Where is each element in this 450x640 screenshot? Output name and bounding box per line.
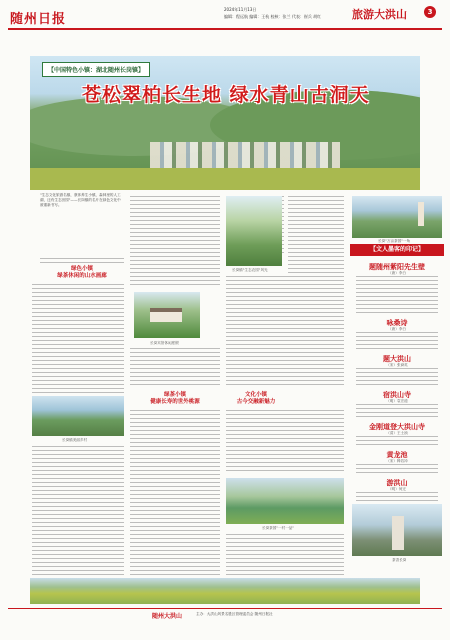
footer-rule — [8, 608, 442, 609]
poem-title: 金刚道登大洪山寺 — [369, 422, 425, 431]
poem-title: 游洪山 — [386, 478, 408, 487]
intro-quote: "生态文化旅游名镇，康体养生小镇，森林里的人工湖，还有生态田园"——长岗镇的名片在绿色文化中被重新书写。 — [40, 193, 121, 207]
poem-author: （明）袁宏道 — [386, 399, 408, 403]
body-text — [226, 410, 344, 474]
poem-text — [356, 332, 438, 352]
footer-logo: 随州大洪山 — [152, 613, 183, 620]
sidebar-header: 【文人墨客的印记】 — [350, 244, 444, 256]
body-text — [226, 276, 344, 388]
issue-date: 2024年11月13日 — [224, 7, 257, 12]
body-text — [32, 284, 124, 394]
poem-title: 题大洪山 — [383, 354, 411, 363]
poem-author: （宋）释若冲 — [386, 459, 408, 463]
stone-monument-photo — [352, 504, 442, 556]
poem-author: （唐）李白 — [388, 327, 406, 331]
poem-author: （宋）张商英 — [386, 363, 408, 367]
newspaper-logo: 随州日报 — [10, 12, 67, 27]
poem-text — [356, 404, 438, 420]
poem-title: 题随州紫阳先生壁 — [369, 262, 425, 271]
masthead — [0, 0, 450, 38]
photo-caption: 长岗镇美丽乡村 — [62, 438, 88, 442]
footer-info: 主办：大洪山风景名胜区管理委员会 随州日报社 — [196, 612, 273, 616]
photo-caption: 长岗镇"生态农园"风光 — [232, 268, 268, 272]
poem-text — [356, 436, 438, 448]
poem-author: （清）王士祯 — [386, 431, 408, 435]
body-text — [40, 258, 124, 264]
river-landscape-photo — [32, 396, 124, 436]
poem-text — [356, 368, 438, 388]
poem-title: 宿洪山寺 — [383, 390, 411, 399]
editor-credits: 编辑：程远航 编辑：王杭 校核：张兰 代表：崔兵 胡红 — [224, 14, 322, 19]
subhead-green-town: 绿色小镇 绿茶休闲的山水画廊 — [57, 266, 107, 279]
lake-village-photo — [226, 478, 344, 524]
subhead-culture-town: 文化小镇 古今交融新魅力 — [236, 392, 276, 405]
villa-garden-photo — [134, 292, 200, 338]
photo-caption: 长岗"万亩茶园"一角 — [378, 239, 411, 243]
body-text — [130, 348, 220, 388]
poem-author: （唐）李白 — [388, 271, 406, 275]
body-text — [226, 534, 344, 576]
section-title: 旅游大洪山 — [352, 8, 407, 21]
body-text — [32, 446, 124, 576]
photo-caption: 长岗宾馆休闲度假 — [150, 341, 179, 345]
headline-photo — [30, 56, 420, 190]
subhead-tea-town: 绿茶小镇 健康长寿的世外桃源 — [150, 392, 200, 405]
page-number-badge: 3 — [424, 6, 436, 18]
body-text — [130, 196, 220, 286]
poem-title: 咏桑诗 — [386, 318, 408, 327]
rapeseed-field-photo — [30, 578, 420, 604]
poem-author: （明）何迁 — [388, 487, 406, 491]
photo-caption: 茶香长岗 — [392, 558, 407, 562]
lakeside-tower-photo — [352, 196, 442, 238]
body-text — [130, 410, 220, 576]
body-text — [288, 196, 344, 274]
tea-garden-photo — [226, 196, 282, 266]
series-tag: 【中国特色小镇：湖北随州长岗镇】 — [42, 62, 150, 77]
poem-text — [356, 276, 438, 316]
headline: 苍松翠柏长生地 绿水青山古洞天 — [82, 84, 370, 106]
photo-caption: 长岗茶园"一村一品" — [262, 526, 295, 530]
poem-text — [356, 492, 438, 502]
masthead-rule — [8, 28, 442, 30]
poem-text — [356, 464, 438, 476]
poem-title: 黄龙池 — [386, 450, 408, 459]
